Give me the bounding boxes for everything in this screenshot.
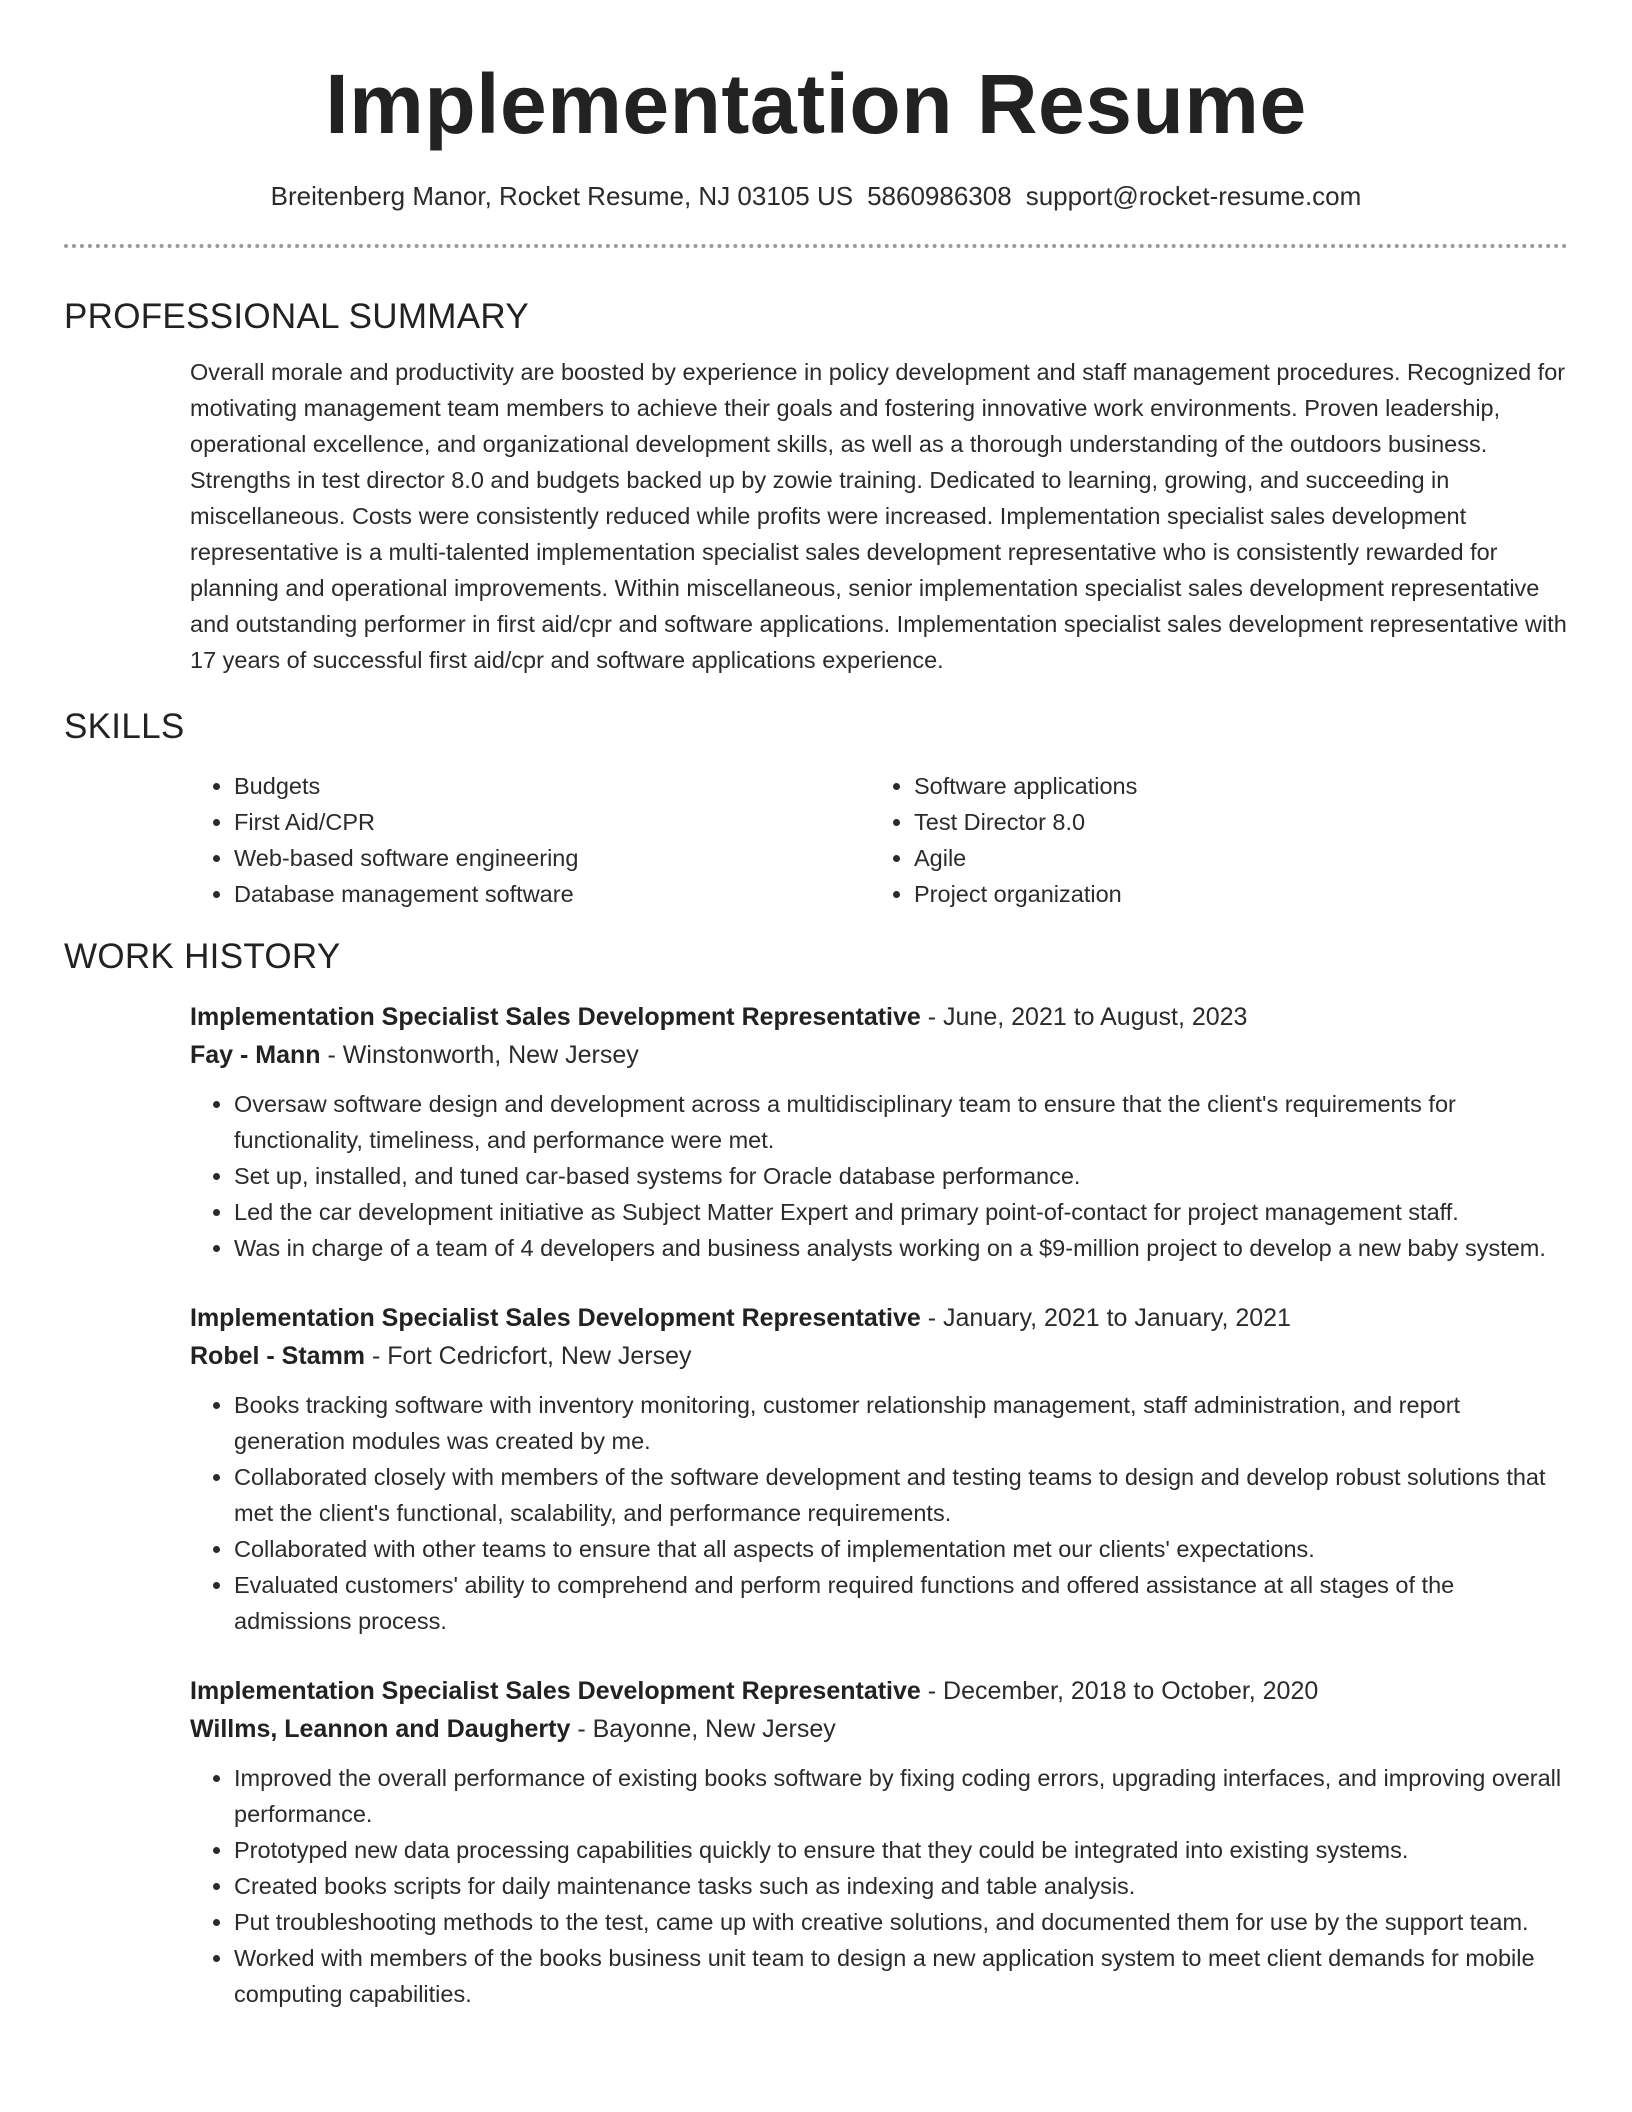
job-bullet: • Created books scripts for daily maintenance tasks such as indexing and table analysis. <box>234 1868 1568 1904</box>
address-text: Breitenberg Manor, Rocket Resume, NJ 03105 US <box>270 181 854 211</box>
skills-list <box>190 768 1568 912</box>
contact-line <box>64 180 1568 212</box>
job-bullet: • Collaborated with other teams to ensure that all aspects of implementation met our clients' expectations. <box>234 1531 1568 1567</box>
job-company: Fay - Mann <box>190 1041 321 1069</box>
skill-item: • Test Director 8.0 <box>914 804 1568 840</box>
summary-paragraph: Overall morale and productivity are boosted by experience in policy development and staff management procedures. Recognized for motivating management team members to achieve their goals and fostering innovative work environments. Proven leadership, operational excellence, and organizational development skills, as well as a thorough understanding of the outdoors business. Strengths in test director 8.0 and budgets backed up by zowie training. Dedicated to learning, growing, and succeeding in miscellaneous. Costs were consistently reduced while profits were increased. Implementation specialist sales development representative is a multi-talented implementation specialist sales development representative who is consistently rewarded for planning and operational improvements. Within miscellaneous, senior implementation specialist sales development representative and outstanding performer in first aid/cpr and software applications. Implementation specialist sales development representative with 17 years of successful first aid/cpr and software applications experience. <box>190 359 1567 673</box>
job-entry <box>190 998 1568 1266</box>
header-divider <box>64 244 1568 248</box>
job-bullet: • Led the car development initiative as Subject Matter Expert and primary point-of-contact for project management staff. <box>234 1194 1568 1230</box>
skills-column-left <box>190 768 870 912</box>
job-role: Implementation Specialist Sales Development Representative <box>190 1003 921 1031</box>
job-bullet: • Worked with members of the books business unit team to design a new application system to meet client demands for mobile computing capabilities. <box>234 1940 1568 2012</box>
job-dates: - June, 2021 to August, 2023 <box>920 1003 1248 1031</box>
job-role: Implementation Specialist Sales Development Representative <box>190 1677 921 1705</box>
job-bullet: • Prototyped new data processing capabilities quickly to ensure that they could be integrated into existing systems. <box>234 1832 1568 1868</box>
job-bullets <box>190 1387 1568 1639</box>
work-history-heading: WORK HISTORY <box>64 937 341 976</box>
job-company-line <box>190 1710 1568 1748</box>
email-text: support@rocket-resume.com <box>1025 181 1362 211</box>
job-bullet: • Books tracking software with inventory monitoring, customer relationship management, staff administration, and report generation modules was created by me. <box>234 1387 1568 1459</box>
skill-item: • Agile <box>914 840 1568 876</box>
job-bullet: • Improved the overall performance of existing books software by fixing coding errors, upgrading interfaces, and improving overall performance. <box>234 1760 1568 1832</box>
skill-item: • Web-based software engineering <box>234 840 870 876</box>
job-bullets <box>190 1760 1568 2012</box>
job-role-line <box>190 1672 1568 1710</box>
job-location: - Fort Cedricfort, New Jersey <box>365 1342 692 1370</box>
phone-text: 5860986308 <box>867 181 1012 211</box>
skill-item: • Project organization <box>914 876 1568 912</box>
job-company: Robel - Stamm <box>190 1342 366 1370</box>
job-role-line <box>190 998 1568 1036</box>
job-bullet: • Set up, installed, and tuned car-based systems for Oracle database performance. <box>234 1158 1568 1194</box>
skill-item: • Budgets <box>234 768 870 804</box>
job-bullet: • Oversaw software design and development across a multidisciplinary team to ensure that the client's requirements for functionality, timeliness, and performance were met. <box>234 1086 1568 1158</box>
skill-item: • Database management software <box>234 876 870 912</box>
job-dates: - December, 2018 to October, 2020 <box>920 1677 1319 1705</box>
skill-item: • Software applications <box>914 768 1568 804</box>
job-bullets <box>190 1086 1568 1266</box>
job-bullet: • Evaluated customers' ability to comprehend and perform required functions and offered assistance at all stages of the admissions process. <box>234 1567 1568 1639</box>
job-company: Willms, Leannon and Daugherty <box>190 1715 571 1743</box>
job-location: - Winstonworth, New Jersey <box>320 1041 639 1069</box>
job-entry <box>190 1299 1568 1639</box>
job-bullet: • Was in charge of a team of 4 developers and business analysts working on a $9-million project to develop a new baby system. <box>234 1230 1568 1266</box>
skill-item: • First Aid/CPR <box>234 804 870 840</box>
skills-heading: SKILLS <box>64 707 185 746</box>
job-company-line <box>190 1337 1568 1375</box>
job-role: Implementation Specialist Sales Development Representative <box>190 1304 921 1332</box>
skills-column-right <box>870 768 1568 912</box>
job-bullet: • Put troubleshooting methods to the test, came up with creative solutions, and documented them for use by the support team. <box>234 1904 1568 1940</box>
summary-heading: PROFESSIONAL SUMMARY <box>64 297 529 336</box>
job-bullet: • Collaborated closely with members of the software development and testing teams to design and develop robust solutions that met the client's functional, scalability, and performance requirements. <box>234 1459 1568 1531</box>
job-location: - Bayonne, New Jersey <box>570 1715 836 1743</box>
resume-title: Implementation Resume <box>325 57 1307 151</box>
job-dates: - January, 2021 to January, 2021 <box>920 1304 1291 1332</box>
job-role-line <box>190 1299 1568 1337</box>
job-company-line <box>190 1036 1568 1074</box>
job-entry <box>190 1672 1568 2012</box>
